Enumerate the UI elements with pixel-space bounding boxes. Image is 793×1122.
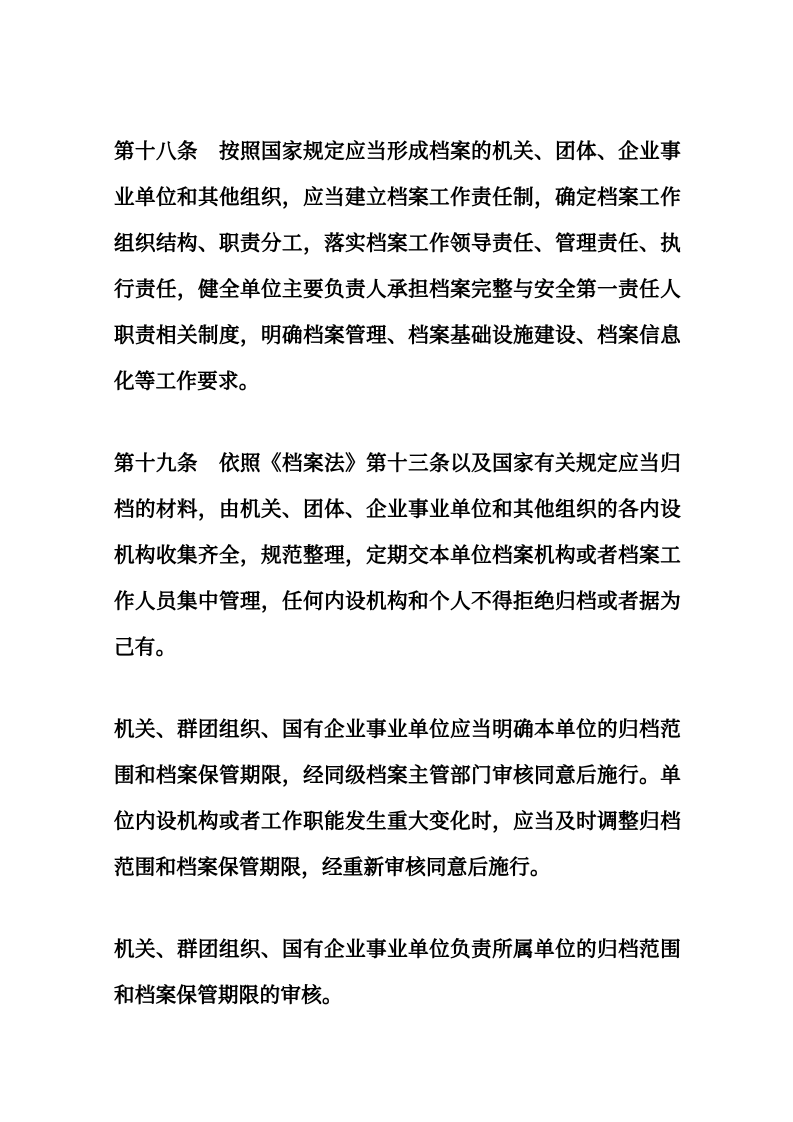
paragraph-article-19: 第十九条 依照《档案法》第十三条以及国家有关规定应当归档的材料，由机关、团体、企业事业单位和其他组织的各内设机构收集齐全，规范整理，定期交本单位档案机构或者档案工作人员集中管理，任何内设机构和个人不得拒绝归档或者据为己有。: [114, 451, 681, 659]
paragraph-article-18: 第十八条 按照国家规定应当形成档案的机关、团体、企业事业单位和其他组织，应当建立档案工作责任制，确定档案工作组织结构、职责分工，落实档案工作领导责任、管理责任、执行责任，健全单位主要负责人承担档案完整与安全第一责任人职责相关制度，明确档案管理、档案基础设施建设、档案信息化等工作要求。: [114, 139, 681, 393]
document-body: [114, 128, 681, 1018]
paragraph-article-19-para-3: 机关、群团组织、国有企业事业单位负责所属单位的归档范围和档案保管期限的审核。: [114, 937, 681, 1007]
paragraph-article-19-para-2: 机关、群团组织、国有企业事业单位应当明确本单位的归档范围和档案保管期限，经同级档案主管部门审核同意后施行。单位内设机构或者工作职能发生重大变化时，应当及时调整归档范围和档案保管期限，经重新审核同意后施行。: [114, 717, 681, 879]
